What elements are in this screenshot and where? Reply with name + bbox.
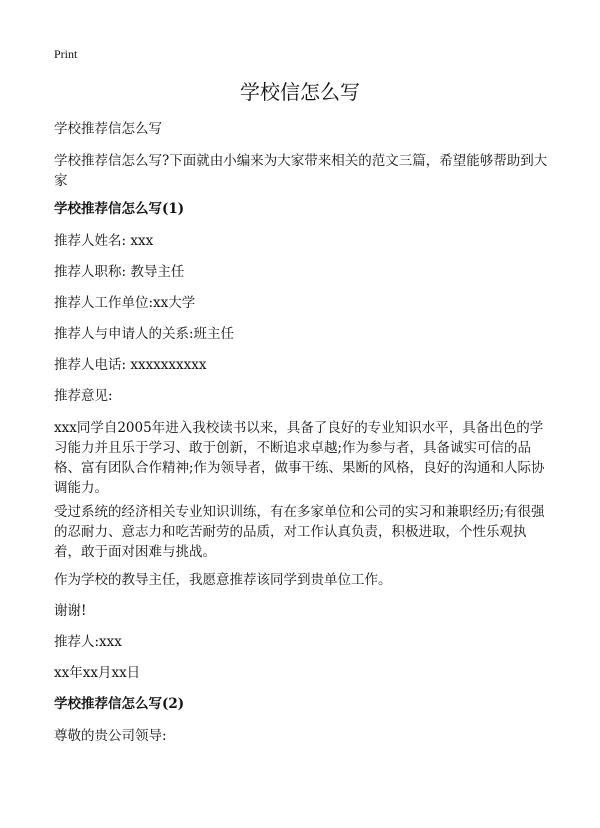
letter1-thanks: 谢谢!: [54, 603, 87, 619]
recommender-phone: 推荐人电话: xxxxxxxxxx: [54, 357, 207, 373]
letter2-salutation: 尊敬的贵公司领导:: [54, 728, 167, 744]
letter1-heading: 学校推荐信怎么写(1): [54, 201, 185, 217]
recommender-relation: 推荐人与申请人的关系:班主任: [54, 326, 235, 342]
letter1-paragraph-3: 作为学校的教导主任，我愿意推荐该同学到贵单位工作。: [54, 572, 392, 588]
letter1-signature: 推荐人:xxx: [54, 634, 122, 650]
document-title: 学校信怎么写: [240, 80, 360, 104]
recommender-employer: 推荐人工作单位:xx大学: [54, 295, 196, 311]
intro-heading: 学校推荐信怎么写: [54, 121, 162, 137]
letter1-date: xx年xx月xx日: [54, 665, 141, 681]
letter1-paragraph-1: xxx同学自2005年进入我校读书以来，具备了良好的专业知识水平，具备出色的学习能力并且乐于学习、敢于创新，不断追求卓越;作为参与者，具备诚实可信的品格、富有团队合作精神;作为领导者，做事干练、果断的风格，良好的沟通和人际协调能力。: [54, 420, 545, 496]
intro-paragraph: 学校推荐信怎么写?下面就由小编来为大家带来相关的范文三篇，希望能够帮助到大家: [54, 153, 548, 189]
opinion-label: 推荐意见:: [54, 388, 113, 404]
recommender-position: 推荐人职称: 教导主任: [54, 264, 185, 280]
letter1-paragraph-2: 受过系统的经济相关专业知识训练，有在多家单位和公司的实习和兼职经历;有很强的忍耐力、意志力和吃苦耐劳的品质，对工作认真负责，积极进取，个性乐观执着，敢于面对困难与挑战。: [54, 504, 545, 560]
print-label[interactable]: Print: [54, 47, 78, 61]
letter2-heading: 学校推荐信怎么写(2): [54, 696, 185, 712]
recommender-name: 推荐人姓名: xxx: [54, 233, 154, 249]
